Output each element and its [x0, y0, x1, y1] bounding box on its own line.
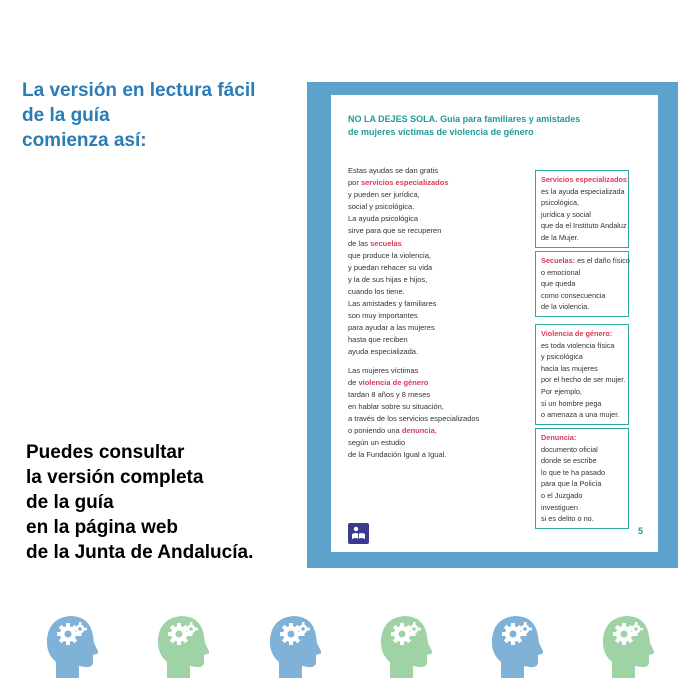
glossary-box [535, 251, 629, 317]
consult-line: Puedes consultar [26, 442, 185, 463]
paragraph-2 [348, 365, 528, 462]
highlighted-term: violencia de género [358, 377, 429, 387]
body-line: cuando los tiene. [348, 286, 405, 296]
glossary-term: Secuelas: [541, 256, 576, 265]
glossary-box [535, 324, 629, 425]
body-line: que produce la violencia, [348, 250, 431, 260]
body-line: La ayuda psicológica [348, 214, 419, 224]
body-line: y pueden ser jurídica, [348, 190, 420, 200]
body-line: son muy importantes [348, 311, 418, 321]
glossary-line: para que la Policía [541, 479, 602, 489]
highlighted-term: servicios especializados [360, 178, 449, 188]
paragraph-1 [348, 165, 528, 359]
head-gears-icon [487, 612, 543, 678]
head-gears-icon [42, 612, 98, 678]
glossary-line: es toda violencia física [541, 340, 615, 350]
body-line: o poniendo una denuncia, [348, 425, 437, 435]
body-line: según un estudio [348, 438, 406, 448]
body-line: Las mujeres víctimas [348, 365, 419, 375]
body-line: sirve para que se recuperen [348, 226, 442, 236]
glossary-line: o el Juzgado [541, 490, 583, 500]
consult-line: en la página web [26, 517, 179, 538]
body-line: de violencia de género [348, 377, 429, 387]
glossary-line [541, 432, 623, 444]
intro-line: comienza así: [22, 130, 147, 151]
glossary-line: investiguen [541, 502, 578, 512]
head-icons-row [0, 612, 691, 682]
intro-line: de la guía [22, 105, 110, 126]
glossary-line: Por ejemplo, [541, 386, 582, 396]
glossary-line: de la violencia. [541, 302, 590, 312]
glossary-line: o emocional [541, 267, 581, 277]
head-gears-icon [598, 612, 654, 678]
head-gears-icon [376, 612, 432, 678]
glossary-line [541, 328, 623, 340]
glossary-line: o amenaza a una mujer. [541, 410, 620, 420]
highlighted-term: denuncia [401, 425, 435, 435]
glossary-line: Secuelas: es el daño físico [541, 256, 630, 265]
glossary-term: Denuncia: [541, 433, 577, 442]
glossary-line: y psicológica [541, 352, 583, 362]
glossary-line: que da el Instituto Andaluz [541, 221, 627, 231]
body-line: de la Fundación Igual a Igual. [348, 450, 447, 460]
body-line: Estas ayudas se dan gratis [348, 166, 439, 175]
glossary-line: jurídica y social [541, 209, 591, 219]
glossary-line: lo que te ha pasado [541, 467, 606, 477]
glossary-term: Violencia de género: [541, 329, 613, 338]
glossary-box [535, 170, 629, 248]
intro-line: La versión en lectura fácil [22, 80, 256, 101]
glossary-line: que queda [541, 279, 576, 289]
glossary-line: por el hecho de ser mujer. [541, 375, 626, 385]
page-number: 5 [637, 526, 643, 536]
glossary-line: si es delito o no. [541, 514, 594, 524]
glossary-line: psicológica, [541, 198, 580, 208]
body-line: de las secuelas [348, 238, 402, 248]
easy-read-logo-icon [348, 523, 369, 544]
head-gears-icon [153, 612, 209, 678]
guide-body-text [348, 165, 528, 467]
consult-line: de la guía [26, 492, 114, 513]
glossary-term: Servicios especializados: [541, 175, 630, 184]
consult-line: de la Junta de Andalucía. [26, 542, 254, 563]
glossary-line: si un hombre pega [541, 398, 602, 408]
body-line: Las amistades y familiares [348, 299, 437, 309]
body-line: social y psicológica. [348, 202, 415, 212]
body-line: y la de sus hijas e hijos, [348, 274, 428, 284]
body-line: ayuda especializada. [348, 347, 419, 357]
consult-line: la versión completa [26, 467, 204, 488]
glossary-box [535, 428, 629, 529]
consult-text [26, 440, 301, 565]
glossary-line: donde se escribe [541, 456, 597, 466]
glossary-line: hacia las mujeres [541, 363, 598, 373]
guide-page-title [348, 113, 648, 139]
glossary-line: de la Mujer. [541, 232, 579, 242]
body-line: y puedan rehacer su vida [348, 262, 433, 272]
body-line: a través de los servicios especializados [348, 413, 480, 423]
body-line: por servicios especializados [348, 178, 449, 188]
guide-page [331, 95, 658, 552]
glossary-line [541, 174, 630, 186]
body-line: hasta que reciben [348, 335, 408, 345]
glossary-line: documento oficial [541, 444, 598, 454]
title-line: de mujeres víctimas de violencia de género [348, 127, 534, 137]
title-line: NO LA DEJES SOLA. Guía para familiares y amistades [348, 114, 581, 124]
highlighted-term: secuelas [370, 238, 402, 248]
body-line: para ayudar a las mujeres [348, 323, 435, 333]
intro-text [22, 78, 297, 153]
body-line: en hablar sobre su situación, [348, 401, 444, 411]
guide-page-frame [307, 82, 678, 568]
glossary-line: como consecuencia [541, 290, 606, 300]
glossary-line: es la ayuda especializada [541, 186, 625, 196]
head-gears-icon [265, 612, 321, 678]
body-line: tardan 8 años y 8 meses [348, 389, 431, 399]
